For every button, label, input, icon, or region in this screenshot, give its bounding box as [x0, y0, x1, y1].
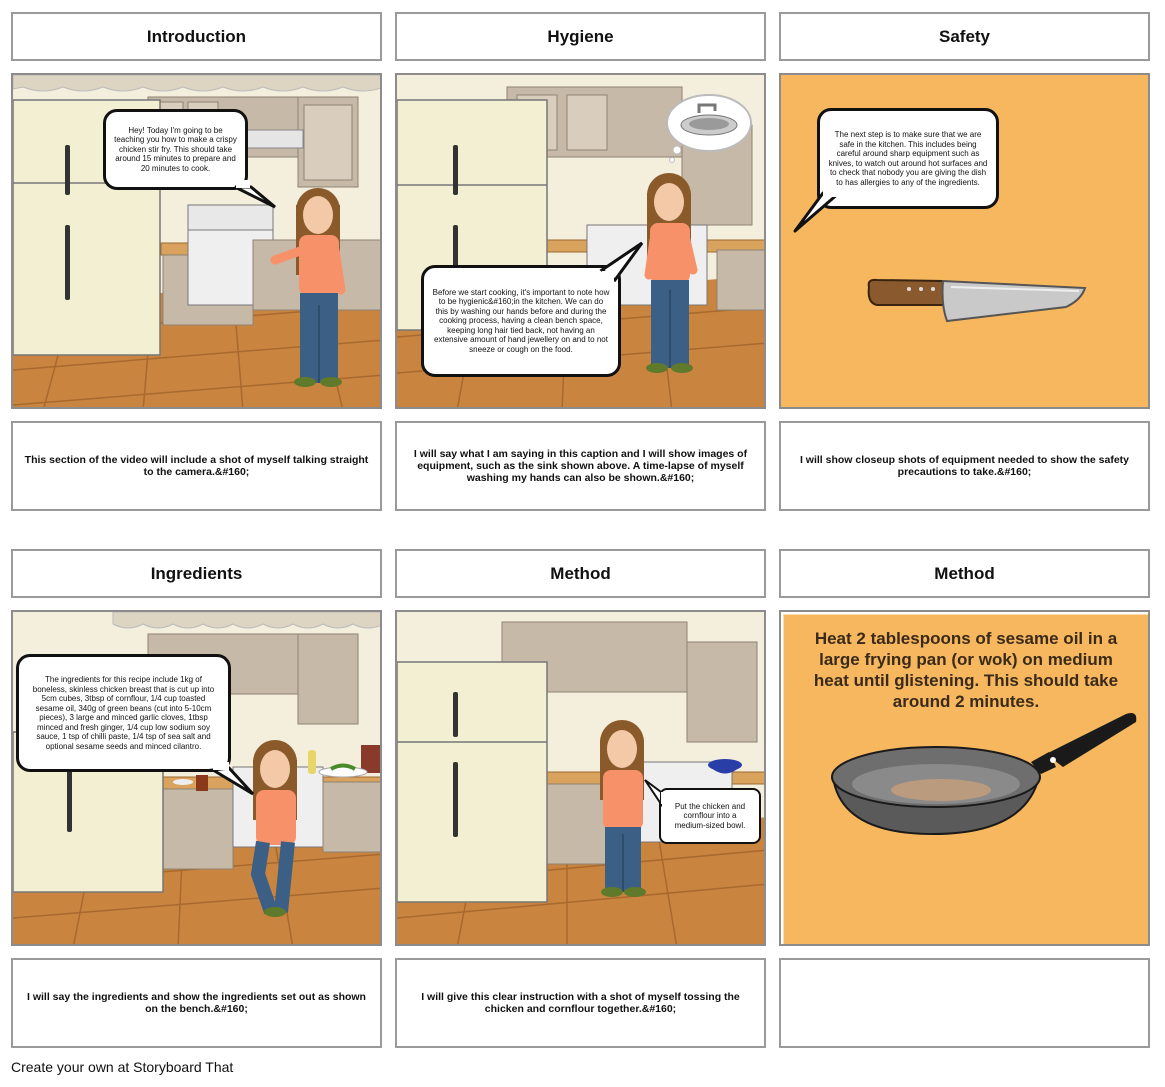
panel-image-method-2 [779, 610, 1150, 946]
panel-image-introduction [11, 73, 382, 409]
speech-bubble-introduction: Hey! Today I'm going to be teaching you how to make a crispy chicken stir fry. This should take around 15 minutes to prepare and 20 minutes to cook. [103, 109, 248, 190]
panel-title-hygiene: Hygiene [395, 12, 766, 61]
caption-hygiene: I will say what I am saying in this caption and I will show images of equipment, such as the sink shown above. A time-lapse of myself washing my hands can also be shown.&#160; [395, 421, 766, 511]
method-instruction-text: Heat 2 tablespoons of sesame oil in a large frying pan (or wok) on medium heat until glistening. This should take around 2 minutes. [813, 629, 1119, 711]
caption-ingredients: I will say the ingredients and show the ingredients set out as shown on the bench.&#160; [11, 958, 382, 1048]
panel-image-hygiene [395, 73, 766, 409]
caption-safety: I will show closeup shots of equipment needed to show the safety precautions to take.&#160; [779, 421, 1150, 511]
panel-title-method-2: Method [779, 549, 1150, 598]
panel-title-safety: Safety [779, 12, 1150, 61]
panel-image-safety [779, 73, 1150, 409]
woman-character [600, 720, 646, 897]
speech-bubble-method-1: Put the chicken and cornflour into a medium-sized bowl. [659, 788, 761, 844]
woman-character [646, 173, 693, 373]
panel-title-ingredients: Ingredients [11, 549, 382, 598]
caption-method-1: I will give this clear instruction with a shot of myself tossing the chicken and cornflour together.&#160; [395, 958, 766, 1048]
panel-title-method-1: Method [395, 549, 766, 598]
footer-link[interactable]: Create your own at Storyboard That [11, 1059, 234, 1075]
panel-image-method-1 [395, 610, 766, 946]
panel-title-introduction: Introduction [11, 12, 382, 61]
caption-introduction: This section of the video will include a shot of myself talking straight to the camera.&#160; [11, 421, 382, 511]
speech-bubble-safety: The next step is to make sure that we are safe in the kitchen. This includes being careful around sharp equipment such as knives, to watch out around hot surfaces and to check that nobody you are giving the dish to has allergies to any of the ingredients. [817, 108, 999, 209]
speech-bubble-ingredients: The ingredients for this recipe include 1kg of boneless, skinless chicken breast that is cut up into 5cm cubes, 3tbsp of cornflour, 1/4 cup toasted sesame oil, 340g of green beans (cut into 5-10cm pieces), 3 large and minced garlic cloves, 1tbsp minced and fresh ginger, 1/4 cup low sodium soy sauce, 1 tsp of chilli paste, 1/4 tsp of sea salt and optional sesame seeds and minced cilantro. [16, 654, 231, 772]
kitchen-scene-illustration [397, 612, 766, 946]
panel-image-ingredients [11, 610, 382, 946]
speech-bubble-hygiene: Before we start cooking, it's important to note how to be hygienic&#160;in the kitchen. We can do this by washing our hands before and during the cooking process, having a clean bench space, keeping long hair tied back, not having an extensive amount of hand jewellery on and to not sneeze or cough on the food. [421, 265, 621, 377]
caption-method-2 [779, 958, 1150, 1048]
